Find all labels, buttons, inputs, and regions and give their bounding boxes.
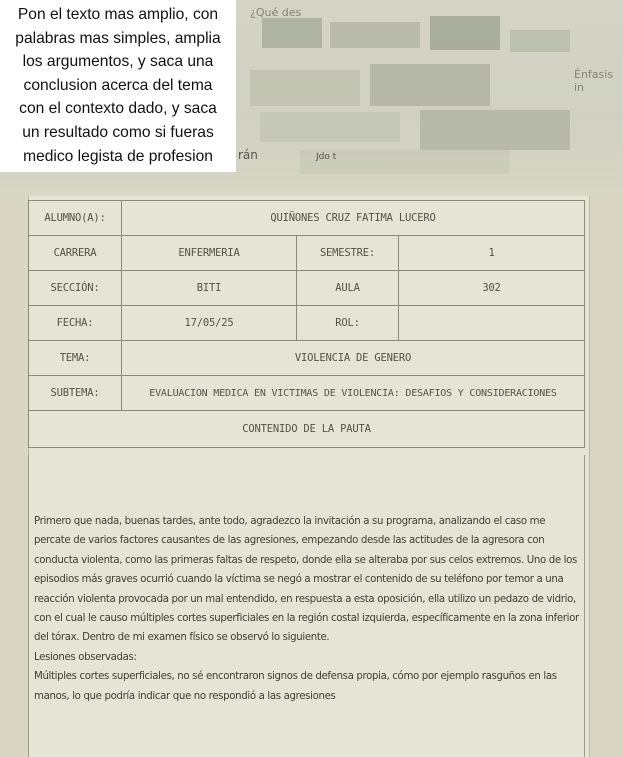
subtema-label: SUBTEMA: — [29, 376, 122, 411]
blur-block — [420, 110, 570, 150]
aula-label: AULA — [297, 271, 399, 306]
background-fragment-ran: rán — [238, 148, 258, 162]
caption-line: palabras mas simples, amplia — [15, 29, 221, 47]
lesions-text: Múltiples cortes superficiales, no sé encontraron signos de defensa propia, cómo por ejemplo rasguños en las manos, lo que podría indicar que no respondió a las agresiones — [34, 671, 557, 702]
caption-line: los argumentos, y saca una — [22, 53, 214, 71]
blur-block — [510, 30, 570, 52]
student-info-table — [28, 200, 585, 448]
fecha-value: 17/05/25 — [122, 306, 297, 341]
blur-block — [370, 64, 490, 106]
caption-line: Pon el texto mas amplio, con — [17, 6, 219, 23]
report-paragraph: Primero que nada, buenas tardes, ante todo, agradezco la invitación a su programa, analizando el caso me percate de varios factores causantes de las agresiones, empezando desde las actitudes de la agresora con conducta violenta, como las primeras faltas de respeto, donde ella se alteraba por sus celos extremos. Uno de los episodios más graves ocurrió cuando la víctima se negó a mostrar el contenido de su teléfono por temor a una reacción violenta provocada por un mal entendido, en respuesta a esta oposición, ella utilizo un pedazo de vidrio, con el cual le causo múltiples cortes superficiales en la región costal izquierda, específicamente en la zona inferior del tórax. Dentro de mi examen físico se observó lo siguiente. — [34, 516, 579, 644]
background-fragment-jdo: Jdo t — [316, 152, 337, 162]
lesions-label: Lesiones observadas: — [34, 651, 137, 663]
fecha-label: FECHA: — [29, 306, 122, 341]
blur-block — [330, 22, 420, 48]
carrera-value: ENFERMERIA — [122, 236, 297, 271]
content-border-left — [28, 455, 29, 757]
blur-block — [260, 112, 400, 142]
tema-label: TEMA: — [29, 341, 122, 376]
rol-label: ROL: — [297, 306, 399, 341]
semestre-value: 1 — [399, 236, 585, 271]
seccion-value: BITI — [122, 271, 297, 306]
caption-line: con el contexto dado, y saca — [19, 100, 217, 118]
alumno-label: ALUMNO(A): — [29, 201, 122, 236]
blur-block — [262, 18, 322, 48]
rol-value — [399, 306, 585, 341]
blur-block — [250, 70, 360, 106]
background-search-hint: ¿Qué des — [250, 6, 302, 19]
seccion-label: SECCIÓN: — [29, 271, 122, 306]
content-border-right — [584, 455, 585, 757]
prompt-caption — [0, 0, 236, 172]
alumno-value: QUIÑONES CRUZ FATIMA LUCERO — [122, 201, 585, 236]
content-header: CONTENIDO DE LA PAUTA — [29, 411, 585, 448]
blur-block — [430, 16, 500, 50]
caption-line: conclusion acerca del tema — [23, 76, 213, 94]
aula-value: 302 — [399, 271, 585, 306]
background-emphasis-label: Énfasis in — [574, 68, 614, 94]
caption-line: un resultado como si fueras — [22, 123, 214, 141]
tema-value: VIOLENCIA DE GENERO — [122, 341, 585, 376]
semestre-label: SEMESTRE: — [297, 236, 399, 271]
subtema-value: EVALUACION MEDICA EN VICTIMAS DE VIOLENCIA: DESAFIOS Y CONSIDERACIONES — [122, 376, 585, 411]
carrera-label: CARRERA — [29, 236, 122, 271]
content-body — [34, 512, 583, 706]
caption-line: medico legista de profesion — [23, 147, 213, 165]
